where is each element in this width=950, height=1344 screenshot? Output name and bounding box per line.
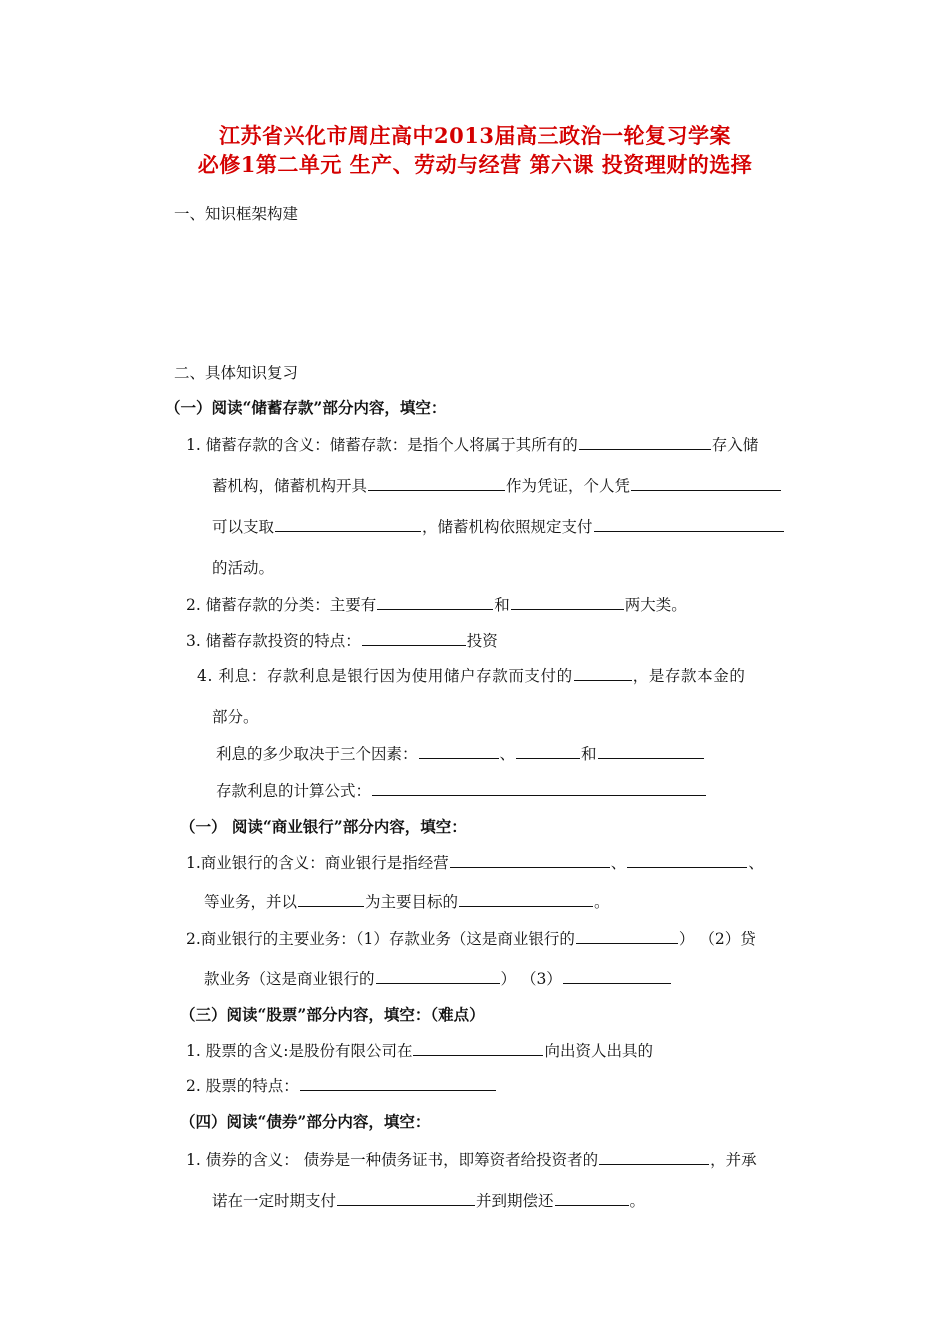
savings-item1-line4: 的活动。 <box>212 559 275 577</box>
savings-item3 <box>186 630 498 652</box>
savings-formula <box>216 780 707 802</box>
text: 可以支取 <box>212 518 275 536</box>
blank[interactable] <box>450 852 610 868</box>
section-heading-review: 二、具体知识复习 <box>174 364 299 382</box>
savings-item2 <box>186 594 687 616</box>
blank[interactable] <box>599 1149 709 1165</box>
text: 蓄机构，储蓄机构开具 <box>212 477 368 495</box>
blank[interactable] <box>368 475 505 491</box>
text: 向出资人出具的 <box>544 1042 653 1060</box>
text: 2.商业银行的主要业务：（1）存款业务（这是商业银行的 <box>186 930 575 948</box>
text: 。 <box>594 893 610 911</box>
blank[interactable] <box>376 968 500 984</box>
savings-item1-line3 <box>212 516 785 538</box>
text: 2. 储蓄存款的分类：主要有 <box>186 596 377 614</box>
savings-item1-text-end: 存入储 <box>711 436 759 454</box>
stock-heading: （三）阅读“股票”部分内容，填空：（难点） <box>180 1005 485 1024</box>
savings-item1-line2 <box>212 475 782 497</box>
stock-item2 <box>186 1075 497 1097</box>
stock-item1 <box>186 1040 653 1062</box>
savings-factors <box>216 743 705 765</box>
bank-item1-line1 <box>186 852 764 874</box>
blank[interactable] <box>298 891 364 907</box>
doc-title-line2: 必修1第二单元 生产、劳动与经营 第六课 投资理财的选择 <box>197 152 753 177</box>
blank[interactable] <box>598 743 704 759</box>
blank[interactable] <box>511 594 624 610</box>
text: 投资 <box>466 632 498 650</box>
blank[interactable] <box>579 434 711 450</box>
text: 1. 债券的含义： 债券是一种债务证书，即筹资者给投资者的 <box>186 1151 599 1169</box>
blank[interactable] <box>300 1075 496 1091</box>
text: 诺在一定时期支付 <box>212 1192 337 1210</box>
blank[interactable] <box>337 1190 475 1206</box>
blank[interactable] <box>275 516 421 532</box>
text: 利息的多少取决于三个因素： <box>216 745 418 763</box>
text: 款业务（这是商业银行的 <box>204 970 375 988</box>
text: 和 <box>581 745 597 763</box>
savings-item4-line2: 部分。 <box>212 708 259 726</box>
text: 等业务，并以 <box>204 893 298 911</box>
text: 1. 股票的含义:是股份有限公司在 <box>186 1042 413 1060</box>
bank-item1-line2 <box>204 891 610 913</box>
blank[interactable] <box>631 475 781 491</box>
blank[interactable] <box>459 891 593 907</box>
text: 两大类。 <box>624 596 687 614</box>
text: 、 <box>748 854 764 872</box>
text: ） （3） <box>500 970 562 988</box>
section-heading-framework: 一、知识框架构建 <box>174 205 299 223</box>
text: 2. 股票的特点： <box>186 1077 299 1095</box>
bank-item2-line2 <box>204 968 672 990</box>
text: 、 <box>499 745 516 763</box>
text: 、 <box>610 854 627 872</box>
savings-heading: （一）阅读“储蓄存款”部分内容，填空： <box>165 398 447 417</box>
blank[interactable] <box>594 516 784 532</box>
text: 。 <box>629 1192 646 1210</box>
blank[interactable] <box>413 1040 543 1056</box>
text: 为主要目标的 <box>365 893 459 911</box>
blank[interactable] <box>563 968 671 984</box>
bond-item1-line2 <box>212 1190 645 1212</box>
text: ，并承 <box>710 1151 757 1169</box>
text: 和 <box>494 596 510 614</box>
blank[interactable] <box>627 852 747 868</box>
doc-title-line1: 江苏省兴化市周庄高中2013届高三政治一轮复习学案 <box>219 123 731 148</box>
blank[interactable] <box>516 743 580 759</box>
blank[interactable] <box>555 1190 629 1206</box>
text: ，储蓄机构依照规定支付 <box>422 518 593 536</box>
text: ） （2）贷 <box>678 930 756 948</box>
bond-item1-line1 <box>186 1149 757 1171</box>
bank-item2-line1 <box>186 928 756 950</box>
text: ，是存款本金的 <box>632 667 746 685</box>
blank[interactable] <box>372 780 706 796</box>
blank[interactable] <box>362 630 466 646</box>
text: 3. 储蓄存款投资的特点： <box>186 632 361 650</box>
text: 并到期偿还 <box>476 1192 554 1210</box>
text: 4. 利息：存款利息是银行因为使用储户存款而支付的 <box>197 667 573 685</box>
text: 作为凭证，个人凭 <box>506 477 631 495</box>
text: 存款利息的计算公式： <box>216 782 372 800</box>
blank[interactable] <box>419 743 499 759</box>
blank[interactable] <box>576 928 678 944</box>
text: 1.商业银行的含义：商业银行是指经营 <box>186 854 449 872</box>
savings-item1-text: 1. 储蓄存款的含义：储蓄存款：是指个人将属于其所有的 <box>186 436 578 454</box>
blank[interactable] <box>574 665 632 681</box>
savings-item4-line1 <box>197 665 745 687</box>
blank[interactable] <box>377 594 493 610</box>
savings-item1-line1 <box>186 434 758 456</box>
bond-heading: （四）阅读“债券”部分内容，填空： <box>180 1112 431 1131</box>
bank-heading: （一） 阅读“商业银行”部分内容，填空： <box>180 817 467 836</box>
